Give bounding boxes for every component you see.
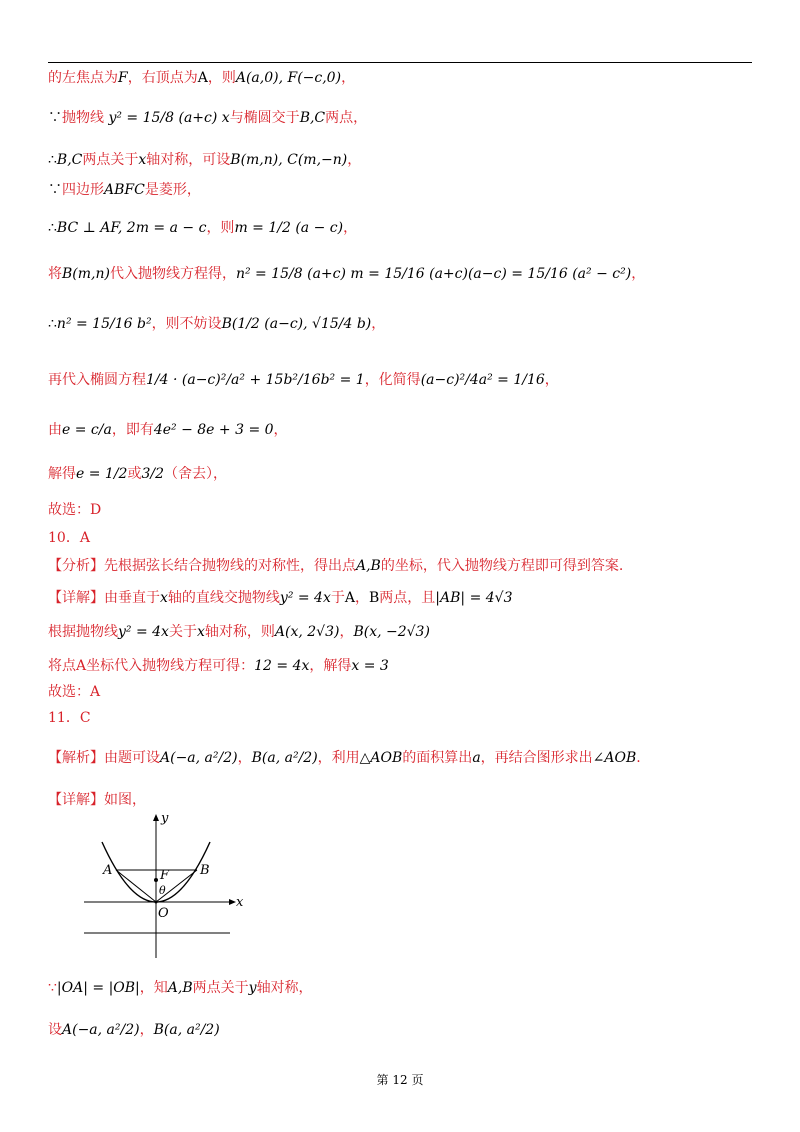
- analysis-line: 【分析】先根据弦长结合抛物线的对称性，得出点A,B的坐标，代入抛物线方程即可得到答案.: [48, 558, 624, 574]
- text-line: 的左焦点为F，右顶点为A，则A(a,0), F(−c,0)，: [48, 70, 356, 86]
- question-number: 11．C: [48, 710, 91, 726]
- page-number: 第 12 页: [376, 1073, 424, 1087]
- origin-point: [155, 901, 158, 904]
- theta-label: θ: [159, 884, 166, 897]
- question-number: 10．A: [48, 530, 90, 546]
- answer-line: 故选：D: [48, 502, 102, 518]
- y-label: y: [161, 811, 169, 826]
- text-line: 根据抛物线y² = 4x关于x轴对称，则A(x, 2√3)，B(x, −2√3): [48, 624, 430, 640]
- point-b-label: B: [200, 863, 210, 878]
- x-axis-arrow: [229, 899, 236, 905]
- text-line: ∴B,C两点关于x轴对称，可设B(m,n), C(m,−n)，: [48, 152, 362, 168]
- focus-point: [154, 878, 158, 882]
- text-line: ∴n² = 15/16 b²，则不妨设B(1/2 (a−c), √15/4 b)，: [48, 316, 386, 332]
- text-line: 解得e = 1/2或3/2（舍去），: [48, 466, 227, 482]
- text-line: 将点A坐标代入抛物线方程可得：12 = 4x，解得x = 3: [48, 658, 389, 674]
- text-line: 设A(−a, a²/2)，B(a, a²/2): [48, 1022, 220, 1038]
- text-line: ∴BC ⊥ AF, 2m = a − c，则m = 1/2 (a − c)，: [48, 220, 358, 236]
- answer-line: 故选：A: [48, 684, 101, 700]
- y-axis-arrow: [153, 814, 159, 821]
- text-line: 将B(m,n)代入抛物线方程得，n² = 15/8 (a+c) m = 15/16 (a+c)(a−c) = 15/16 (a² − c²)，: [48, 266, 646, 282]
- analysis-line: 【解析】由题可设A(−a, a²/2)，B(a, a²/2)，利用△AOB的面积算出a，再结合图形求出∠AOB.: [48, 750, 641, 766]
- focus-label: F: [160, 868, 170, 883]
- text-line: ∵抛物线 y² = 15/8 (a+c) x与椭圆交于B,C两点，: [48, 110, 368, 126]
- text-line: ∵四边形ABFC是菱形，: [48, 182, 201, 198]
- text-line: 由e = c/a，即有4e² − 8e + 3 = 0，: [48, 422, 288, 438]
- text-line: ∵|OA| = |OB|，知A,B两点关于y轴对称，: [48, 980, 313, 996]
- header-rule: [48, 62, 752, 63]
- segment-oa: [116, 870, 156, 902]
- point-a-label: A: [103, 863, 113, 878]
- x-label: x: [236, 895, 244, 910]
- origin-label: O: [158, 906, 169, 921]
- parabola-figure: [80, 810, 260, 960]
- detail-line: 【详解】如图，: [48, 792, 146, 808]
- detail-line: 【详解】由垂直于x轴的直线交抛物线y² = 4x于A，B两点，且|AB| = 4√3: [48, 590, 513, 606]
- text-line: 再代入椭圆方程1/4 · (a−c)²/a² + 15b²/16b² = 1，化简得(a−c)²/4a² = 1/16，: [48, 372, 559, 388]
